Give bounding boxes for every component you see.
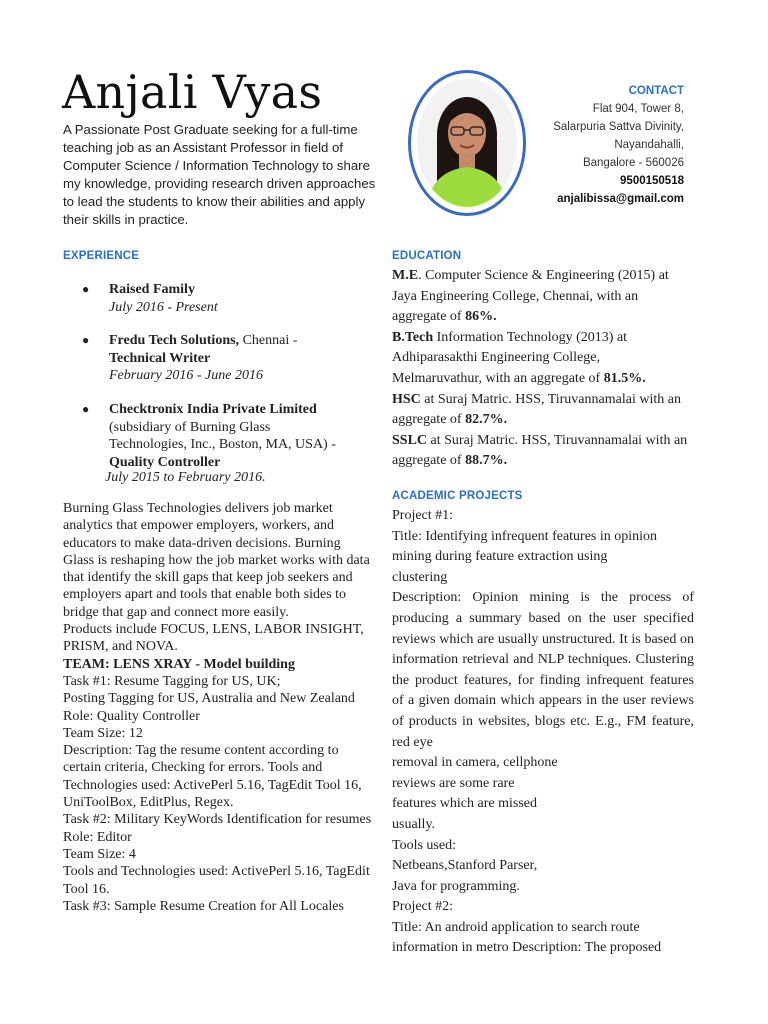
bullet-icon: ●: [82, 282, 90, 296]
task-1-description: Description: Tag the resume content according to certain criteria, Checking for errors. Tools and Technologies used: ActivePerl 5.16, TagEdit Tool 16, UniToolBox, EditPlus, Regex.: [63, 743, 362, 811]
education-hsc-text: at Suraj Matric. HSS, Tiruvannamalai with an aggregate of: [392, 391, 681, 428]
degree-me: M.E: [392, 268, 419, 283]
education-btech: [392, 328, 692, 390]
project-1-line-4: usually.: [392, 816, 436, 832]
experience-item-2: [82, 332, 342, 385]
address-line-2: Salarpuria Sattva Divinity,: [553, 121, 684, 133]
education-sslc-percent: 88.7%.: [465, 453, 508, 469]
project-1-line-2: reviews are some rare: [392, 775, 515, 791]
candidate-name: Anjali Vyas: [62, 65, 323, 119]
project-1-line-3: features which are missed: [392, 796, 537, 812]
projects-heading: ACADEMIC PROJECTS: [392, 490, 523, 502]
email-address: anjalibissa@gmail.com: [557, 193, 684, 205]
education-hsc: [392, 390, 692, 431]
address-line-3: Nayandahalli,: [614, 139, 684, 151]
profile-photo: [408, 70, 526, 216]
project-1-tools-1: Netbeans,Stanford Parser,: [392, 858, 538, 874]
experience-dates: July 2015 to February 2016.: [105, 470, 266, 485]
task-1: Task #1: Resume Tagging for US, UK;: [63, 673, 281, 689]
experience-dates: February 2016 - June 2016: [109, 368, 263, 383]
team-size-2: Team Size: 4: [63, 846, 136, 862]
company-name: Checktronix India Private Limited: [109, 402, 317, 417]
education-sslc-text: at Suraj Matric. HSS, Tiruvannamalai with an aggregate of: [392, 432, 688, 469]
experience-item-3: [82, 401, 342, 471]
project-2-label: Project #2:: [392, 899, 454, 915]
education-list: [392, 266, 692, 472]
task-1-details: Posting Tagging for US, Australia and New Zealand Role: Quality Controller: [63, 691, 355, 724]
contact-heading: CONTACT: [628, 85, 684, 97]
job-role: Quality Controller: [109, 454, 221, 470]
company-name: Fredu Tech Solutions,: [109, 333, 240, 348]
company-note: (subsidiary of Burning Glass Technologies, Inc., Boston, MA, USA) -: [109, 419, 336, 452]
experience-details: [63, 500, 373, 915]
address-line-4: Bangalore - 560026: [582, 157, 684, 169]
task-2: Task #2: Military KeyWords Identification for resumes: [63, 812, 372, 828]
education-sslc: [392, 431, 692, 472]
education-hsc-percent: 82.7%.: [465, 412, 508, 428]
tools-2: Tools and Technologies used: ActivePerl 5.16, TagEdit Tool 16.: [63, 864, 370, 897]
education-btech-text: Information Technology (2013) at Adhiparasakthi Engineering College, Melmaruvathur, with an aggregate of: [392, 329, 628, 386]
experience-title: Raised Family: [109, 282, 195, 297]
degree-sslc: SSLC: [392, 432, 428, 448]
project-1-title: Title: Identifying infrequent features in opinion mining during feature extraction using: [392, 528, 658, 565]
address-line-1: Flat 904, Tower 8,: [592, 103, 684, 115]
project-1-label: Project #1:: [392, 508, 454, 523]
education-me-text: . Computer Science & Engineering (2015) at Jaya Engineering College, Chennai, with an aggregate of: [392, 268, 669, 325]
company-location: Chennai -: [239, 333, 298, 348]
contact-block: [520, 82, 684, 208]
projects-list: [392, 506, 694, 959]
education-me-percent: 86%.: [465, 309, 497, 325]
experience-heading: EXPERIENCE: [63, 250, 140, 262]
degree-hsc: HSC: [392, 391, 421, 407]
company-description: Burning Glass Technologies delivers job market analytics that empower employers, workers, and educators to make data-driven decisions. Burning Glass is reshaping how the job market works with data that identify the skill gaps that keep job seekers and employers apart and tools that enable both sides to bridge that gap and connect more easily.: [63, 501, 370, 620]
products-text: Products include FOCUS, LENS, LABOR INSIGHT, PRISM, and NOVA.: [63, 622, 364, 655]
education-me: [392, 266, 692, 328]
education-btech-percent: 81.5%.: [603, 370, 646, 386]
job-role: Technical Writer: [109, 350, 211, 366]
summary-text: A Passionate Post Graduate seeking for a full-time teaching job as an Assistant Professor in field of Computer Science / Information Technology to share my knowledge, providing research driven approaches to lead the students to know their abilities and apply their skills in practice.: [63, 122, 376, 227]
project-1-tools-label: Tools used:: [392, 837, 456, 853]
project-1-line-1: removal in camera, cellphone: [392, 755, 558, 771]
phone-number: 9500150518: [620, 175, 684, 187]
role-2: Role: Editor: [63, 829, 132, 845]
project-1-description: Description: Opinion mining is the process of producing a summary based on the user specified reviews which are usually unstructured. It is based on information retrieval and NLP techniques. Clustering the product features, for finding infrequent features of a given domain which appears in the user reviews of products in websites, blogs etc. E.g., FM feature, red eye: [392, 590, 694, 750]
education-heading: EDUCATION: [392, 250, 462, 262]
team-size-1: Team Size: 12: [63, 725, 143, 741]
project-1-tools-2: Java for programming.: [392, 878, 520, 894]
project-1-title-end: clustering: [392, 569, 448, 585]
experience-item-1: [82, 281, 342, 316]
profile-photo-image: [417, 79, 517, 207]
bullet-icon: ●: [82, 333, 90, 347]
degree-btech: B.Tech: [392, 329, 434, 345]
bullet-icon: ●: [82, 402, 90, 416]
experience-dates: July 2016 - Present: [109, 299, 218, 315]
project-2-title: Title: An android application to search route information in metro Description: The proposed: [392, 919, 662, 956]
task-3: Task #3: Sample Resume Creation for All Locales: [63, 898, 344, 914]
team-heading: TEAM: LENS XRAY - Model building: [63, 656, 295, 672]
person-portrait-icon: [417, 79, 517, 207]
